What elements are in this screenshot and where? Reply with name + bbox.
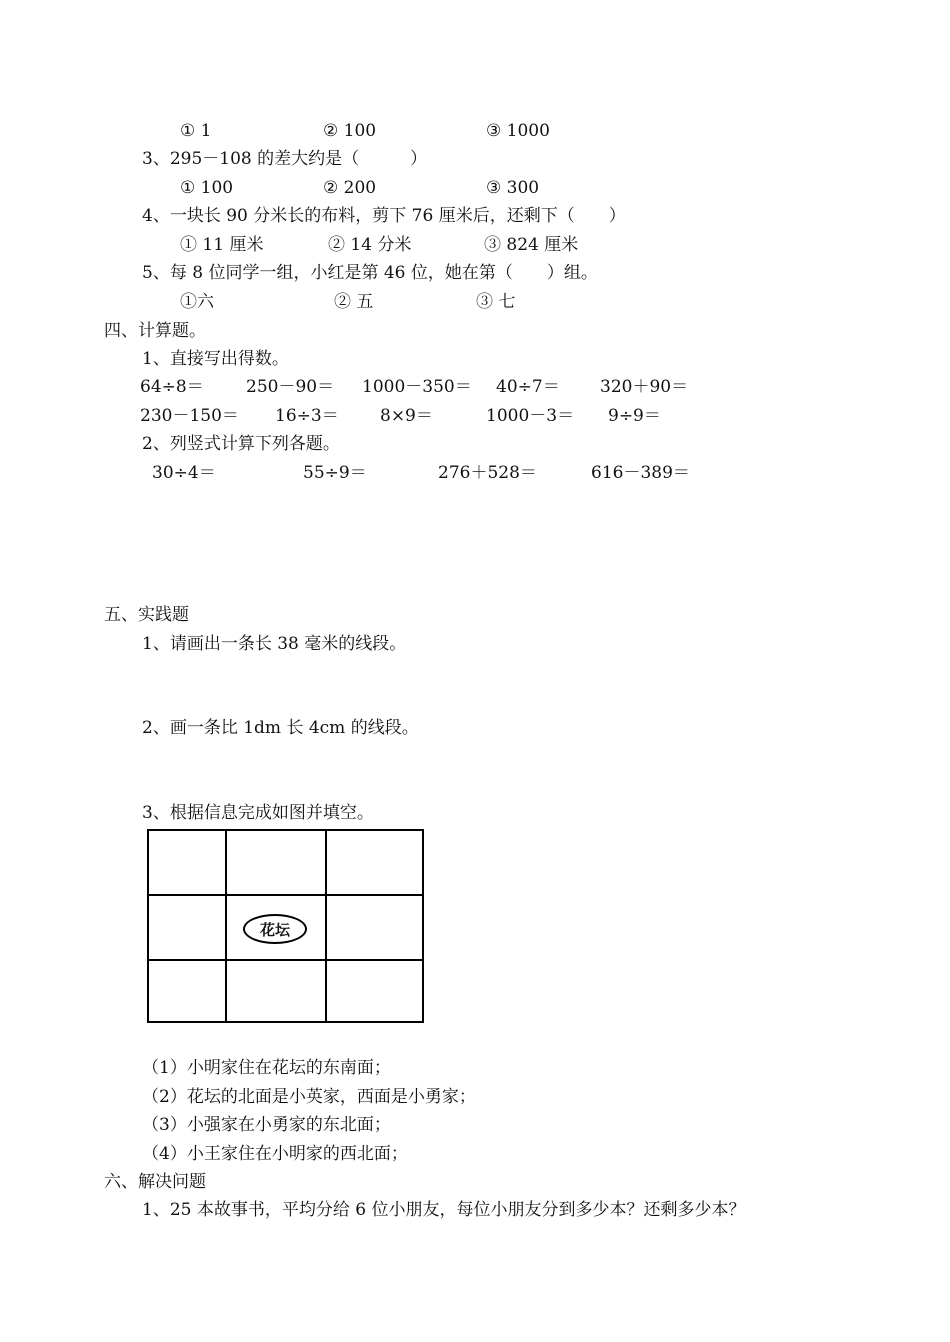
grid-line-v1 [225, 829, 227, 1023]
calc-1-5: 320＋90＝ [600, 377, 689, 397]
section-5-q1: 1、请画出一条长 38 毫米的线段。 [142, 634, 407, 654]
q2-option-2[interactable]: ② 100 [323, 121, 377, 141]
calc-2-5: 9÷9＝ [608, 406, 661, 426]
clue-1: （1）小明家住在花坛的东南面； [142, 1058, 391, 1078]
flower-bed-label [243, 914, 307, 944]
grid-line-bottom [147, 1021, 424, 1023]
clue-2: （2）花坛的北面是小英家，西面是小勇家； [142, 1087, 476, 1107]
q5-option-3[interactable]: ③ 七 [476, 292, 516, 312]
q5-option-1[interactable]: ①六 [180, 292, 214, 312]
section-4-q1-title: 1、直接写出得数。 [142, 349, 289, 369]
q4-stem: 4、一块长 90 分米长的布料，剪下 76 厘米后，还剩下（ ） [142, 206, 626, 226]
calc-1-4: 40÷7＝ [496, 377, 560, 397]
grid-line-h1 [147, 894, 424, 896]
q5-stem: 5、每 8 位同学一组，小红是第 46 位，她在第（ ）组。 [142, 263, 598, 283]
calc-1-2: 250－90＝ [246, 377, 335, 397]
vertical-calc-2: 55÷9＝ [303, 463, 367, 483]
section-6-q1: 1、25 本故事书，平均分给 6 位小朋友，每位小朋友分到多少本？还剩多少本？ [142, 1200, 746, 1220]
vertical-calc-4: 616－389＝ [591, 463, 690, 483]
section-6-title: 六、解决问题 [104, 1172, 206, 1192]
grid-line-h2 [147, 959, 424, 961]
section-4-q2-title: 2、列竖式计算下列各题。 [142, 434, 340, 454]
q4-option-2[interactable]: ② 14 分米 [328, 235, 412, 255]
calc-2-1: 230－150＝ [140, 406, 239, 426]
q2-option-3[interactable]: ③ 1000 [486, 121, 550, 141]
vertical-calc-3: 276＋528＝ [438, 463, 537, 483]
vertical-calc-1: 30÷4＝ [152, 463, 216, 483]
section-4-title: 四、计算题。 [104, 321, 206, 341]
section-5-q2: 2、画一条比 1dm 长 4cm 的线段。 [142, 718, 419, 738]
section-5-title: 五、实践题 [104, 605, 189, 625]
calc-2-4: 1000－3＝ [486, 406, 575, 426]
q4-option-3[interactable]: ③ 824 厘米 [484, 235, 579, 255]
section-5-q3: 3、根据信息完成如图并填空。 [142, 803, 374, 823]
q5-option-2[interactable]: ② 五 [334, 292, 374, 312]
calc-1-1: 64÷8＝ [140, 377, 204, 397]
q3-option-1[interactable]: ① 100 [180, 178, 234, 198]
grid-line-right [422, 829, 424, 1023]
clue-3: （3）小强家在小勇家的东北面； [142, 1115, 391, 1135]
q4-option-1[interactable]: ① 11 厘米 [180, 235, 264, 255]
q3-option-2[interactable]: ② 200 [323, 178, 377, 198]
calc-2-3: 8×9＝ [380, 406, 433, 426]
grid-line-left [147, 829, 149, 1023]
clue-4: （4）小王家住在小明家的西北面； [142, 1144, 408, 1164]
q3-stem: 3、295－108 的差大约是（ ） [142, 149, 428, 169]
grid-line-v2 [325, 829, 327, 1023]
q3-option-3[interactable]: ③ 300 [486, 178, 540, 198]
grid-line-top [147, 829, 424, 831]
calc-2-2: 16÷3＝ [275, 406, 339, 426]
q2-option-1[interactable]: ① 1 [180, 121, 212, 141]
flower-bed-text: 花坛 [259, 920, 290, 939]
calc-1-3: 1000－350＝ [362, 377, 472, 397]
